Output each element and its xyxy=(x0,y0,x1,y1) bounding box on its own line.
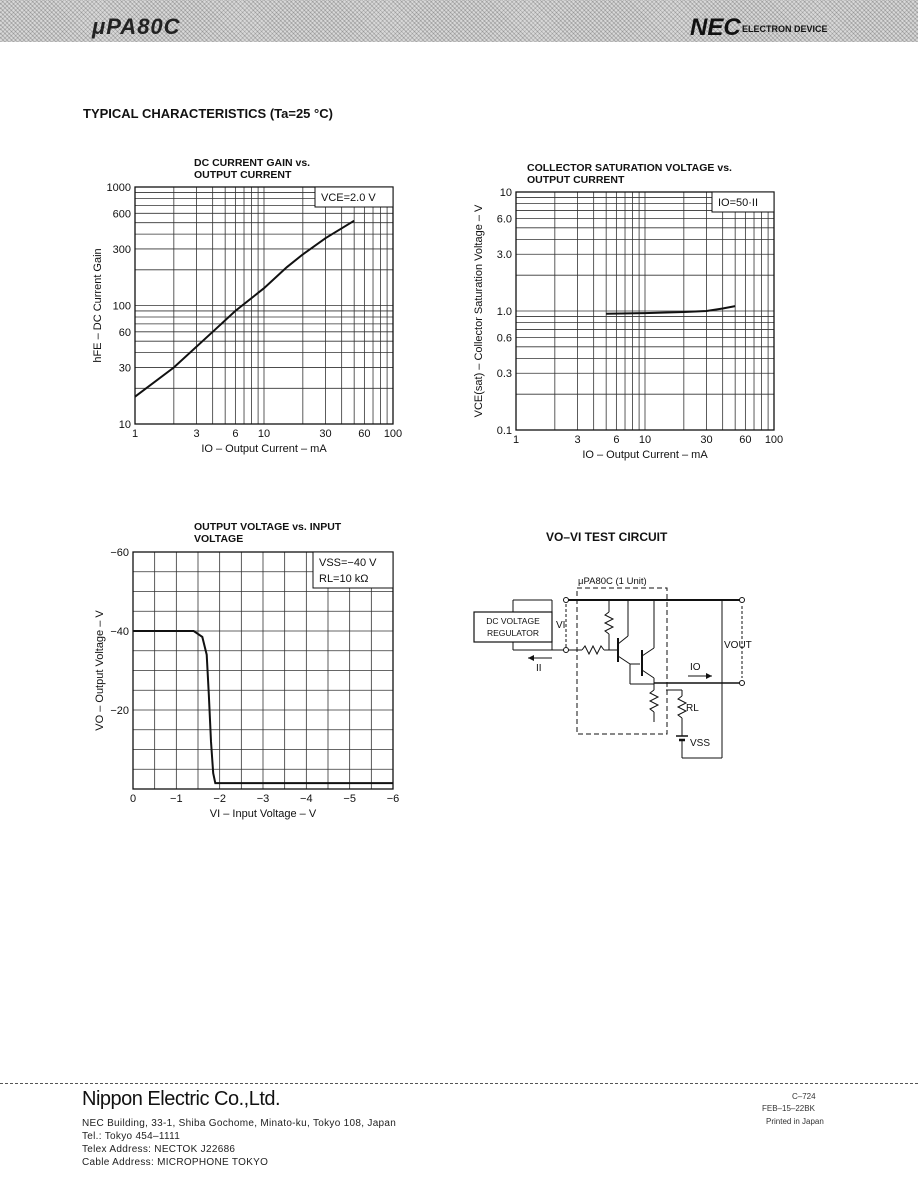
x-tick-label: 30 xyxy=(700,434,713,446)
footer-address: NEC Building, 33-1, Shiba Gochome, Minato-ku, Tokyo 108, Japan xyxy=(82,1118,397,1129)
io-arrowhead xyxy=(706,673,712,679)
y-tick-label: 6.0 xyxy=(496,213,512,226)
x-tick-label: 3 xyxy=(574,434,581,446)
internal-resistor xyxy=(650,690,658,712)
footer-rule xyxy=(0,1083,918,1084)
transistor2-emitter xyxy=(642,670,654,678)
vss-label: VSS xyxy=(690,738,711,749)
y-tick-label: 0.1 xyxy=(496,425,512,437)
transistor1-emitter xyxy=(618,656,630,664)
ii-arrowhead xyxy=(528,655,534,661)
y-tick-label: −40 xyxy=(110,626,129,638)
regulator-label-2: REGULATOR xyxy=(486,628,540,638)
brand-logo: NEC xyxy=(690,14,741,41)
y-tick-label: −20 xyxy=(110,705,129,717)
y-axis-label: VO – Output Voltage – V xyxy=(94,610,106,731)
y-tick-label: 10 xyxy=(499,187,512,199)
terminal xyxy=(564,648,569,653)
terminal xyxy=(740,598,745,603)
footer-date-code: FEB–15–22BK xyxy=(762,1104,815,1113)
load-resistor xyxy=(678,696,686,718)
annotation-text: IO=50·II xyxy=(718,197,759,209)
brand-subtitle: ELECTRON DEVICE xyxy=(742,24,828,34)
footer-tel: Tel.: Tokyo 454–1111 xyxy=(82,1131,181,1142)
x-tick-label: 60 xyxy=(739,434,752,446)
bias-resistor xyxy=(605,612,613,634)
circuit-title: VO–VI TEST CIRCUIT xyxy=(546,530,668,544)
rl-label: RL xyxy=(686,703,699,714)
regulator-label-1: DC VOLTAGE xyxy=(486,616,540,626)
vout-label: VOUT xyxy=(724,640,752,651)
input-resistor xyxy=(582,646,604,654)
y-tick-label: 60 xyxy=(118,326,131,339)
x-tick-label: 3 xyxy=(193,428,200,440)
y-tick-label: 600 xyxy=(112,208,131,221)
y-tick-label: −60 xyxy=(110,547,129,559)
x-tick-label: −2 xyxy=(213,793,226,805)
footer-telex: Telex Address: NECTOK J22686 xyxy=(82,1144,236,1155)
x-axis-label: IO – Output Current – mA xyxy=(582,449,708,461)
transistor2-collector xyxy=(642,648,654,656)
x-tick-label: 10 xyxy=(638,434,652,446)
x-tick-label: −5 xyxy=(343,793,356,805)
section-title: TYPICAL CHARACTERISTICS (Ta=25 °C) xyxy=(83,106,333,121)
x-tick-label: −1 xyxy=(170,793,183,805)
x-tick-label: 6 xyxy=(232,428,239,440)
y-tick-label: 0.3 xyxy=(496,368,512,381)
y-tick-label: 10 xyxy=(118,419,131,431)
x-tick-label: 100 xyxy=(764,434,784,446)
chart2-title: COLLECTOR SATURATION VOLTAGE vs. OUTPUT CURRENT xyxy=(527,162,732,186)
y-axis-label: hFE – DC Current Gain xyxy=(92,248,104,363)
x-tick-label: 6 xyxy=(613,434,620,446)
ii-label: II xyxy=(536,663,542,674)
vi-label: VI xyxy=(556,620,566,631)
annotation-text: RL=10 kΩ xyxy=(319,573,369,585)
chart3-title: OUTPUT VOLTAGE vs. INPUT VOLTAGE xyxy=(194,521,342,545)
y-tick-label: 1.0 xyxy=(496,306,512,318)
io-label: IO xyxy=(690,662,701,673)
y-tick-label: 1000 xyxy=(106,182,131,194)
x-tick-label: −3 xyxy=(256,793,270,805)
x-tick-label: −4 xyxy=(300,793,313,805)
part-number: μPA80C xyxy=(92,14,181,39)
x-tick-label: 60 xyxy=(358,428,371,440)
x-tick-label: 30 xyxy=(319,428,332,440)
x-axis-label: VI – Input Voltage – V xyxy=(209,808,317,820)
x-axis-label: IO – Output Current – mA xyxy=(201,443,327,455)
annotation-text: VCE=2.0 V xyxy=(321,192,376,204)
x-tick-label: 100 xyxy=(383,428,403,440)
device-label: μPA80C (1 Unit) xyxy=(578,576,647,587)
annotation-text: VSS=−40 V xyxy=(319,557,377,569)
y-tick-label: 3.0 xyxy=(496,249,512,262)
footer-printed: Printed in Japan xyxy=(766,1117,824,1126)
x-tick-label: 0 xyxy=(129,793,137,805)
y-tick-label: 30 xyxy=(118,362,131,375)
terminal xyxy=(740,681,745,686)
x-tick-label: −6 xyxy=(386,793,400,805)
chart1-title: DC CURRENT GAIN vs. OUTPUT CURRENT xyxy=(194,157,311,181)
x-tick-label: 10 xyxy=(257,428,271,440)
x-tick-label: 1 xyxy=(131,428,139,440)
footer-doc-code: C–724 xyxy=(792,1092,816,1101)
y-axis-label: VCE(sat) – Collector Saturation Voltage – V xyxy=(473,204,485,418)
x-tick-label: 1 xyxy=(512,434,520,446)
footer-cable: Cable Address: MICROPHONE TOKYO xyxy=(82,1157,269,1168)
y-tick-label: 100 xyxy=(112,300,131,313)
y-tick-label: 0.6 xyxy=(496,332,512,345)
terminal xyxy=(564,598,569,603)
y-tick-label: 300 xyxy=(112,243,131,256)
transistor1-collector xyxy=(618,636,628,644)
footer-company: Nippon Electric Co.,Ltd. xyxy=(82,1088,281,1110)
